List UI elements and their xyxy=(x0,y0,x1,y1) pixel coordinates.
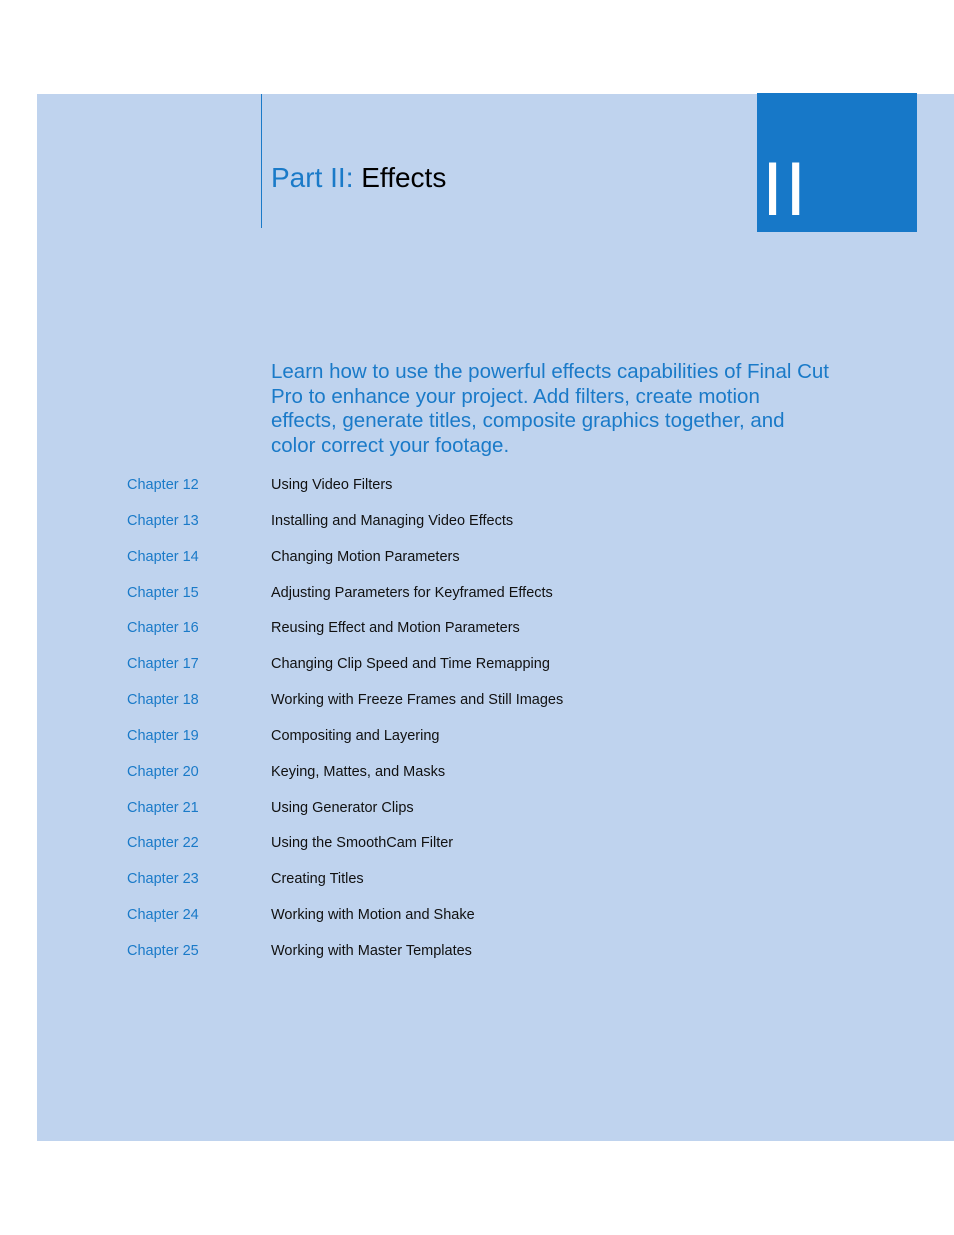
part-title xyxy=(271,160,446,196)
chapter-number[interactable]: Chapter 14 xyxy=(127,548,199,565)
chapter-title[interactable]: Using Generator Clips xyxy=(271,799,414,816)
chapter-entry[interactable] xyxy=(0,938,954,974)
chapter-number[interactable]: Chapter 24 xyxy=(127,907,199,924)
chapter-title[interactable]: Using the SmoothCam Filter xyxy=(271,835,454,852)
chapter-title[interactable]: Compositing and Layering xyxy=(271,727,440,744)
part-label: Part II: xyxy=(271,162,354,193)
chapter-entry[interactable] xyxy=(0,580,954,616)
chapter-number[interactable]: Chapter 16 xyxy=(127,620,199,637)
chapter-entry[interactable] xyxy=(0,508,954,544)
chapter-title[interactable]: Working with Freeze Frames and Still Images xyxy=(271,692,564,709)
chapter-number[interactable]: Chapter 13 xyxy=(127,512,199,529)
chapter-number[interactable]: Chapter 20 xyxy=(127,763,199,780)
chapter-entry[interactable] xyxy=(0,723,954,759)
chapter-number[interactable]: Chapter 21 xyxy=(127,799,199,816)
part-intro-text: Learn how to use the powerful effects capabilities of Final Cut Pro to enhance your project. Add filters, create motion effects, generate titles, composite graphics together, and color correct your footage. xyxy=(271,360,829,457)
header-divider-line xyxy=(261,94,262,228)
part-numeral: II xyxy=(762,147,809,232)
chapter-entry[interactable] xyxy=(0,902,954,938)
chapter-number[interactable]: Chapter 19 xyxy=(127,727,199,744)
chapter-number[interactable]: Chapter 15 xyxy=(127,584,199,601)
chapter-number[interactable]: Chapter 22 xyxy=(127,835,199,852)
chapter-title[interactable]: Installing and Managing Video Effects xyxy=(271,512,514,529)
chapter-entry[interactable] xyxy=(0,866,954,902)
chapter-number[interactable]: Chapter 12 xyxy=(127,477,199,493)
chapter-title[interactable]: Changing Clip Speed and Time Remapping xyxy=(271,656,550,673)
chapter-entry[interactable] xyxy=(0,759,954,795)
chapter-entry[interactable] xyxy=(0,687,954,723)
chapter-entry[interactable] xyxy=(0,615,954,651)
chapter-number[interactable]: Chapter 23 xyxy=(127,871,199,888)
chapter-title[interactable]: Creating Titles xyxy=(271,871,364,888)
chapter-entry[interactable] xyxy=(0,830,954,866)
chapter-title[interactable]: Working with Motion and Shake xyxy=(271,907,475,924)
chapter-entry[interactable] xyxy=(0,795,954,831)
chapter-list xyxy=(0,472,954,974)
chapter-number[interactable]: Chapter 18 xyxy=(127,692,199,709)
chapter-title[interactable]: Changing Motion Parameters xyxy=(271,548,460,565)
chapter-number[interactable]: Chapter 17 xyxy=(127,656,199,673)
chapter-entry[interactable] xyxy=(0,472,954,508)
chapter-title[interactable]: Working with Master Templates xyxy=(271,942,472,959)
part-numeral-box xyxy=(757,93,917,232)
chapter-title[interactable]: Reusing Effect and Motion Parameters xyxy=(271,620,520,637)
chapter-number[interactable]: Chapter 25 xyxy=(127,942,199,959)
chapter-title[interactable]: Using Video Filters xyxy=(271,477,393,493)
chapter-entry[interactable] xyxy=(0,544,954,580)
chapter-title[interactable]: Adjusting Parameters for Keyframed Effects xyxy=(271,584,553,601)
part-name: Effects xyxy=(361,162,447,193)
chapter-title[interactable]: Keying, Mattes, and Masks xyxy=(271,763,446,780)
chapter-entry[interactable] xyxy=(0,651,954,687)
